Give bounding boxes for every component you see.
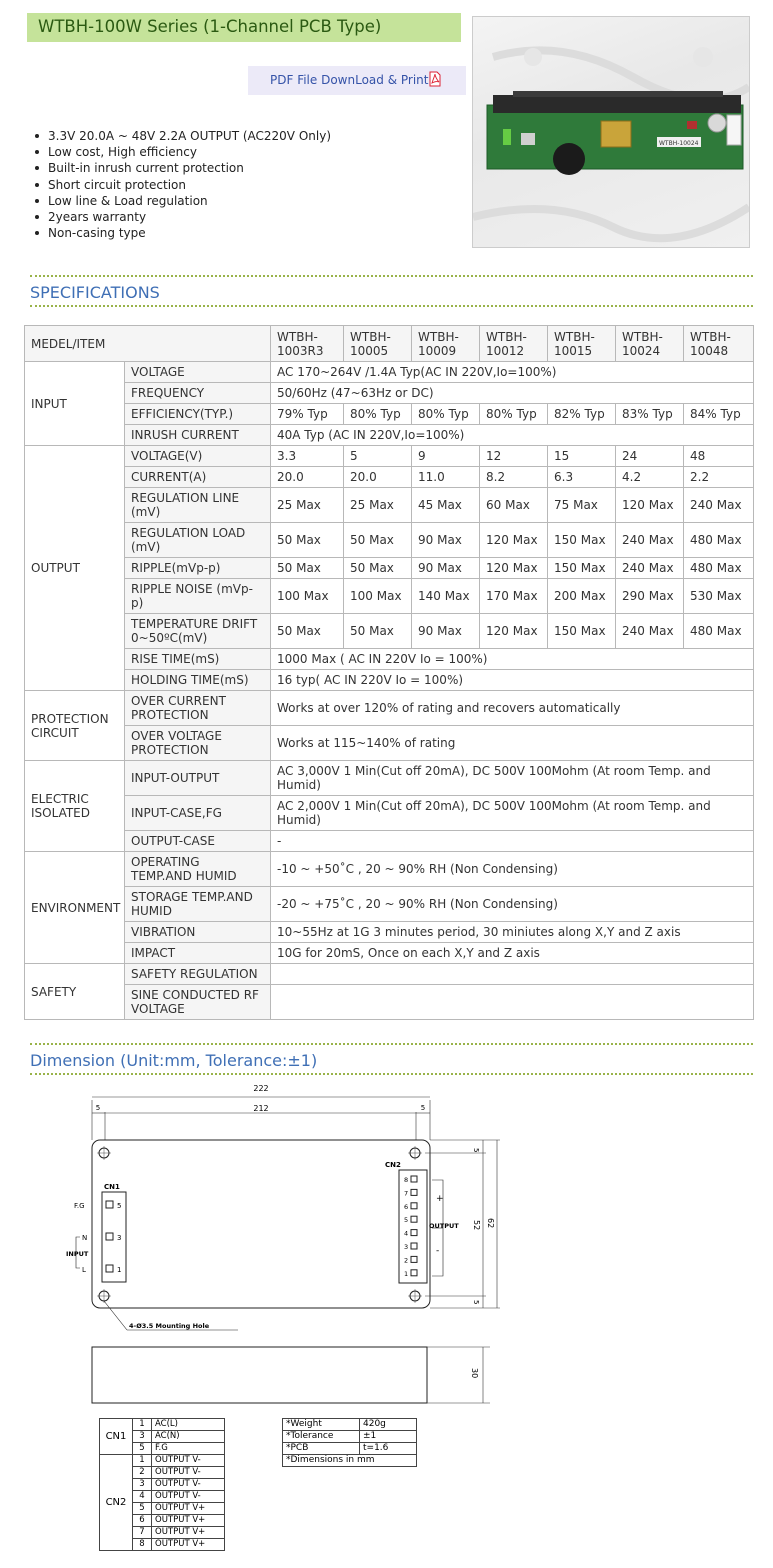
feature-item: 2years warranty [33, 209, 331, 225]
spec-row [25, 446, 754, 467]
spec-value: 140 Max [412, 579, 480, 614]
cn2-pin-box [411, 1189, 417, 1195]
pin-number: 8 [133, 1539, 152, 1551]
spec-item-label: VIBRATION [125, 922, 271, 943]
spec-row [25, 404, 754, 425]
spec-item-label: SAFETY REGULATION [125, 964, 271, 985]
cn2-pin-box [411, 1256, 417, 1262]
spec-value: 240 Max [616, 614, 684, 649]
pin-number: 6 [133, 1515, 152, 1527]
divider [30, 305, 753, 307]
spec-value: 150 Max [548, 523, 616, 558]
spec-row [25, 887, 754, 922]
spec-value: 200 Max [548, 579, 616, 614]
spec-item-label: VOLTAGE(V) [125, 446, 271, 467]
cn2-pin-box [411, 1216, 417, 1222]
output-label: OUTPUT [429, 1222, 459, 1230]
pdf-download-button[interactable] [248, 66, 466, 95]
spec-value: -10 ~ +50˚C , 20 ~ 90% RH (Non Condensing) [271, 852, 754, 887]
specifications-heading: SPECIFICATIONS [30, 283, 160, 302]
pin-number: 2 [133, 1467, 152, 1479]
spec-value: 40A Typ (AC IN 220V,Io=100%) [271, 425, 754, 446]
spec-value: Works at over 120% of rating and recovers automatically [271, 691, 754, 726]
cn1-pin: 3 [117, 1234, 122, 1242]
spec-item-label: OVER CURRENT PROTECTION [125, 691, 271, 726]
spec-row [25, 425, 754, 446]
divider [30, 275, 753, 277]
spec-row [25, 726, 754, 761]
spec-group-name: INPUT [25, 362, 125, 446]
spec-value: 240 Max [616, 523, 684, 558]
plus-label: + [436, 1194, 444, 1204]
pcb-image [473, 17, 749, 247]
dim-52: 52 [472, 1220, 481, 1231]
spec-value: 20.0 [271, 467, 344, 488]
spec-item-label: HOLDING TIME(mS) [125, 670, 271, 691]
model-prefix: WTBH- [418, 329, 459, 344]
pin-function: AC(N) [152, 1431, 225, 1443]
spec-value: 120 Max [480, 614, 548, 649]
spec-row [25, 964, 754, 985]
spec-value: 150 Max [548, 558, 616, 579]
info-label: *Weight [283, 1419, 360, 1431]
model-prefix: WTBH- [486, 329, 527, 344]
spec-value: 50 Max [271, 523, 344, 558]
pin-function: OUTPUT V+ [152, 1527, 225, 1539]
spec-row [25, 488, 754, 523]
pin-number: 1 [133, 1419, 152, 1431]
cn1-pin: 5 [117, 1202, 122, 1210]
dimension-heading: Dimension (Unit:mm, Tolerance:±1) [30, 1051, 318, 1070]
model-header [616, 326, 684, 362]
spec-item-label: REGULATION LINE (mV) [125, 488, 271, 523]
info-row [283, 1455, 417, 1467]
spec-header-label: MEDEL/ITEM [25, 326, 271, 362]
feature-item: Low line & Load regulation [33, 193, 331, 209]
model-header [480, 326, 548, 362]
cn1-label: CN1 [104, 1183, 120, 1191]
spec-item-label: INPUT-CASE,FG [125, 796, 271, 831]
model-number: 1003R3 [277, 343, 324, 358]
model-prefix: WTBH- [350, 329, 391, 344]
info-table [282, 1418, 417, 1467]
dim-212: 212 [253, 1104, 269, 1113]
spec-group-name: OUTPUT [25, 446, 125, 691]
spec-value [271, 985, 754, 1020]
spec-value: 84% Typ [684, 404, 754, 425]
model-number: 10012 [486, 343, 525, 358]
info-label: *Tolerance [283, 1431, 360, 1443]
cn2-pin: 4 [404, 1229, 409, 1238]
spec-value: 12 [480, 446, 548, 467]
spec-item-label: STORAGE TEMP.AND HUMID [125, 887, 271, 922]
spec-value: 5 [344, 446, 412, 467]
spec-value: 480 Max [684, 614, 754, 649]
model-number: 10015 [554, 343, 593, 358]
spec-item-label: FREQUENCY [125, 383, 271, 404]
cn2-pins [404, 1176, 417, 1278]
spec-value: 50 Max [344, 523, 412, 558]
feature-item: Built-in inrush current protection [33, 160, 331, 176]
spec-item-label: REGULATION LOAD (mV) [125, 523, 271, 558]
dim-222: 222 [253, 1084, 269, 1093]
pin-number: 7 [133, 1527, 152, 1539]
cn2-pin-box [411, 1230, 417, 1236]
spec-item-label: RIPPLE NOISE (mVp-p) [125, 579, 271, 614]
info-value: 420g [360, 1419, 417, 1431]
spec-value: 80% Typ [412, 404, 480, 425]
spec-item-label: INRUSH CURRENT [125, 425, 271, 446]
spec-item-label: OVER VOLTAGE PROTECTION [125, 726, 271, 761]
spec-value: 50 Max [344, 614, 412, 649]
spec-group-name: SAFETY [25, 964, 125, 1020]
pin-function: OUTPUT V+ [152, 1503, 225, 1515]
spec-value: Works at 115~140% of rating [271, 726, 754, 761]
spec-value: AC 3,000V 1 Min(Cut off 20mA), DC 500V 100Mohm (At room Temp. and Humid) [271, 761, 754, 796]
model-number: 10024 [622, 343, 661, 358]
dimension-drawing [0, 1080, 773, 1410]
spec-row [25, 558, 754, 579]
spec-value: 2.2 [684, 467, 754, 488]
mounting-hole-label: 4-Ø3.5 Mounting Hole [129, 1322, 210, 1330]
pin-function: OUTPUT V+ [152, 1539, 225, 1551]
cn2-pin-box [411, 1270, 417, 1276]
spec-value: 1000 Max ( AC IN 220V Io = 100%) [271, 649, 754, 670]
dim-5-top: 5 [472, 1148, 480, 1153]
model-header [684, 326, 754, 362]
pdf-download-label: PDF File DownLoad & Print [270, 73, 429, 87]
cn2-pin: 1 [404, 1269, 409, 1278]
spec-row [25, 691, 754, 726]
spec-value: 90 Max [412, 614, 480, 649]
model-header [548, 326, 616, 362]
spec-value: 9 [412, 446, 480, 467]
pin-row [100, 1419, 225, 1431]
spec-value: 480 Max [684, 523, 754, 558]
spec-value: 82% Typ [548, 404, 616, 425]
info-label: *PCB [283, 1443, 360, 1455]
cn2-pin: 3 [404, 1243, 409, 1251]
minus-label: - [436, 1246, 440, 1256]
pin-number: 5 [133, 1443, 152, 1455]
dim-5-bottom: 5 [472, 1300, 480, 1305]
info-row [283, 1443, 417, 1455]
cn2-pin-box [411, 1203, 417, 1209]
page-title: WTBH-100W Series (1-Channel PCB Type) [38, 17, 382, 36]
pin-number: 1 [133, 1455, 152, 1467]
model-header [344, 326, 412, 362]
spec-row [25, 831, 754, 852]
spec-value: AC 2,000V 1 Min(Cut off 20mA), DC 500V 100Mohm (At room Temp. and Humid) [271, 796, 754, 831]
spec-value: 240 Max [684, 488, 754, 523]
pin-number: 4 [133, 1491, 152, 1503]
pcb-label: WTBH-10024 [659, 140, 699, 147]
spec-value [271, 964, 754, 985]
model-number: 10009 [418, 343, 457, 358]
spec-value: 45 Max [412, 488, 480, 523]
fg-label: F.G [74, 1202, 85, 1210]
spec-value: 75 Max [548, 488, 616, 523]
spec-item-label: SINE CONDUCTED RF VOLTAGE [125, 985, 271, 1020]
spec-value: 24 [616, 446, 684, 467]
spec-value: 90 Max [412, 523, 480, 558]
spec-value: -20 ~ +75˚C , 20 ~ 90% RH (Non Condensing) [271, 887, 754, 922]
spec-item-label: VOLTAGE [125, 362, 271, 383]
feature-item: 3.3V 20.0A ~ 48V 2.2A OUTPUT (AC220V Only) [33, 128, 331, 144]
pin-number: 3 [133, 1479, 152, 1491]
spec-item-label: INPUT-OUTPUT [125, 761, 271, 796]
spec-value: 100 Max [271, 579, 344, 614]
cn2-pin: 7 [404, 1189, 409, 1198]
spec-value: 150 Max [548, 614, 616, 649]
info-row [283, 1431, 417, 1443]
spec-value: 50/60Hz (47~63Hz or DC) [271, 383, 754, 404]
model-prefix: WTBH- [554, 329, 595, 344]
cn2-pin: 2 [404, 1256, 409, 1265]
info-value: t=1.6 [360, 1443, 417, 1455]
pdf-icon [428, 71, 442, 87]
spec-value: 120 Max [616, 488, 684, 523]
spec-value: 3.3 [271, 446, 344, 467]
spec-value: AC 170~264V /1.4A Typ(AC IN 220V,Io=100%) [271, 362, 754, 383]
spec-value: 10~55Hz at 1G 3 minutes period, 30 miniutes along X,Y and Z axis [271, 922, 754, 943]
spec-row [25, 943, 754, 964]
pin-function: F.G [152, 1443, 225, 1455]
spec-value: 90 Max [412, 558, 480, 579]
spec-value: 48 [684, 446, 754, 467]
spec-row [25, 467, 754, 488]
input-label: INPUT [66, 1250, 89, 1258]
pin-function: OUTPUT V- [152, 1455, 225, 1467]
pin-group: CN1 [100, 1419, 133, 1455]
spec-value: - [271, 831, 754, 852]
dim-30: 30 [470, 1368, 479, 1379]
product-photo [472, 16, 750, 248]
spec-row [25, 614, 754, 649]
spec-value: 83% Typ [616, 404, 684, 425]
pin-function: AC(L) [152, 1419, 225, 1431]
spec-value: 16 typ( AC IN 220V Io = 100%) [271, 670, 754, 691]
spec-value: 100 Max [344, 579, 412, 614]
spec-item-label: CURRENT(A) [125, 467, 271, 488]
spec-value: 50 Max [271, 614, 344, 649]
spec-row [25, 523, 754, 558]
spec-value: 15 [548, 446, 616, 467]
spec-group-name: ENVIRONMENT [25, 852, 125, 964]
spec-value: 60 Max [480, 488, 548, 523]
spec-item-label: RIPPLE(mVp-p) [125, 558, 271, 579]
spec-value: 11.0 [412, 467, 480, 488]
spec-value: 25 Max [271, 488, 344, 523]
info-label: *Dimensions in mm [283, 1455, 417, 1467]
spec-value: 50 Max [271, 558, 344, 579]
spec-value: 120 Max [480, 558, 548, 579]
spec-value: 530 Max [684, 579, 754, 614]
cn2-pin: 6 [404, 1202, 409, 1211]
pin-table [99, 1418, 225, 1551]
spec-value: 10G for 20mS, Once on each X,Y and Z axis [271, 943, 754, 964]
cn2-pin-box [411, 1243, 417, 1249]
pin-number: 5 [133, 1503, 152, 1515]
spec-row [25, 922, 754, 943]
spec-item-label: OUTPUT-CASE [125, 831, 271, 852]
title-bar [27, 13, 461, 42]
spec-group-name: PROTECTION CIRCUIT [25, 691, 125, 761]
info-value: ±1 [360, 1431, 417, 1443]
spec-value: 80% Typ [344, 404, 412, 425]
pin-function: OUTPUT V- [152, 1491, 225, 1503]
spec-row [25, 579, 754, 614]
spec-item-label: RISE TIME(mS) [125, 649, 271, 670]
feature-item: Low cost, High efficiency [33, 144, 331, 160]
specifications-table [24, 325, 754, 1020]
spec-value: 25 Max [344, 488, 412, 523]
spec-value: 80% Typ [480, 404, 548, 425]
spec-value: 79% Typ [271, 404, 344, 425]
pin-group: CN2 [100, 1455, 133, 1551]
spec-row [25, 362, 754, 383]
spec-group-name: ELECTRIC ISOLATED [25, 761, 125, 852]
model-prefix: WTBH- [690, 329, 731, 344]
spec-value: 480 Max [684, 558, 754, 579]
pin-function: OUTPUT V+ [152, 1515, 225, 1527]
cn2-pin: 5 [404, 1216, 409, 1225]
feature-item: Non-casing type [33, 225, 331, 241]
spec-row [25, 383, 754, 404]
divider [30, 1043, 753, 1045]
feature-list [33, 128, 331, 241]
spec-item-label: TEMPERATURE DRIFT 0~50ºC(mV) [125, 614, 271, 649]
spec-item-label: EFFICIENCY(TYP.) [125, 404, 271, 425]
cn2-label: CN2 [385, 1161, 401, 1169]
spec-value: 290 Max [616, 579, 684, 614]
spec-value: 6.3 [548, 467, 616, 488]
cn2-pin: 8 [404, 1176, 409, 1184]
dim-62: 62 [486, 1218, 495, 1229]
cn2-pin-box [411, 1176, 417, 1182]
spec-value: 8.2 [480, 467, 548, 488]
spec-item-label: OPERATING TEMP.AND HUMID [125, 852, 271, 887]
spec-value: 50 Max [344, 558, 412, 579]
pin-number: 3 [133, 1431, 152, 1443]
spec-row [25, 796, 754, 831]
model-prefix: WTBH- [277, 329, 318, 344]
spec-value: 120 Max [480, 523, 548, 558]
pin-function: OUTPUT V- [152, 1467, 225, 1479]
model-header [412, 326, 480, 362]
dim-5-left: 5 [95, 1104, 101, 1112]
spec-value: 240 Max [616, 558, 684, 579]
divider [30, 1073, 753, 1075]
pin-row [100, 1455, 225, 1467]
spec-row [25, 670, 754, 691]
spec-row [25, 985, 754, 1020]
feature-item: Short circuit protection [33, 177, 331, 193]
model-header [271, 326, 344, 362]
model-prefix: WTBH- [622, 329, 663, 344]
spec-row [25, 649, 754, 670]
model-number: 10005 [350, 343, 389, 358]
spec-value: 4.2 [616, 467, 684, 488]
l-label: L [82, 1266, 86, 1274]
n-label: N [82, 1234, 88, 1242]
spec-header-row [25, 326, 754, 362]
spec-item-label: IMPACT [125, 943, 271, 964]
cn1-pin: 1 [117, 1266, 122, 1274]
info-row [283, 1419, 417, 1431]
dim-5-right: 5 [420, 1104, 426, 1112]
spec-value: 170 Max [480, 579, 548, 614]
spec-row [25, 761, 754, 796]
model-number: 10048 [690, 343, 729, 358]
spec-row [25, 852, 754, 887]
spec-value: 20.0 [344, 467, 412, 488]
pin-function: OUTPUT V- [152, 1479, 225, 1491]
